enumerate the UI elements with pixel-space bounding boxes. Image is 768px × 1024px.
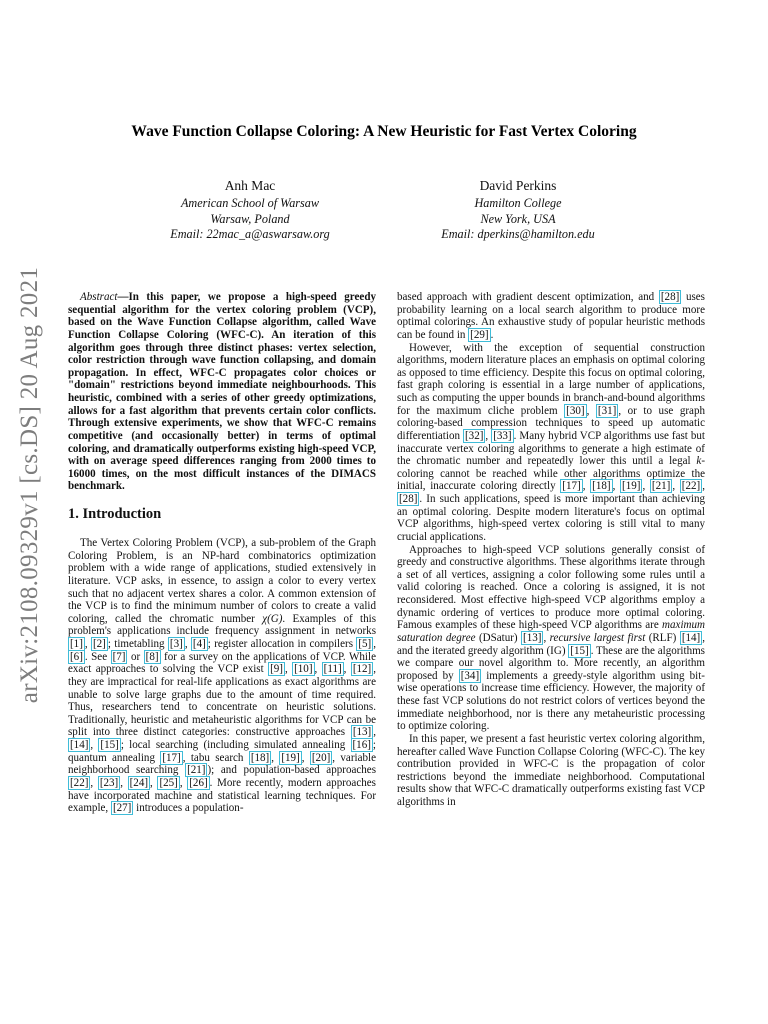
citation-link[interactable]: [30]: [566, 404, 585, 417]
author-location: Warsaw, Poland: [210, 211, 290, 226]
intro-paragraph-continued: based approach with gradient descent optimization, and [28] uses probability learning on a local search algorithm to produce more optimal colorings. An exhaustive study of popular heuristic methods can be found in [29] .: [397, 291, 705, 341]
citation-link[interactable]: [22]: [681, 480, 701, 493]
citation-link[interactable]: [31]: [597, 404, 617, 417]
citation-link[interactable]: [34]: [460, 669, 480, 682]
author-name: David Perkins: [479, 178, 557, 193]
citation-link[interactable]: [26]: [189, 776, 208, 789]
math-k: k: [696, 455, 702, 468]
citation-link[interactable]: [18]: [250, 751, 270, 764]
citation-link[interactable]: [8]: [145, 650, 159, 663]
citation-link[interactable]: [11]: [323, 663, 342, 676]
author-location: New York, USA: [480, 211, 556, 226]
abstract: [68, 291, 376, 493]
author-block-2: [398, 178, 638, 243]
left-column: [68, 291, 376, 815]
citation-link[interactable]: [17]: [162, 751, 181, 764]
intro-paragraph-1: The Vertex Coloring Problem (VCP), a sub-problem of the Graph Coloring Problem, is an NP-hard combinatorics optimization problem with a wide range of applications, studied extensively in literature. VCP asks, in essence, to assign a color to every vertex such that no adjacent vertex shares a color. A common extension of the VCP is to find the minimum number of colors to create a valid coloring, called the chromatic number χ(G). Examples of this problem's applications include frequency assignment in networks [1] , [2] ; timetabling [3] , [4] ; register allocation in compilers [5] , [6] . See [7] or [8] for a survey on the applications of VCP. While exact approaches to solving the VCP exist [9] , [10] , [11] , [12] , they are impractical for real-life applications as exact algorithms are unable to solve large graphs due to the amount of time required. Thus, researchers tend to concentrate on heuristic solutions. Traditionally, heuristic and metaheuristic algorithms for VCP can be split into three distinct categories: constructive approaches [13] , [14] , [15] ; local searching (including simulated annealing [16] ; quantum annealing [17] , tabu search [18] , [19] , [20] , variable neighborhood searching [21] ); and population-based approaches [22] , [23] , [24] , [25] , [26] . More recently, modern approaches have incorporated machine and statistical learning techniques. For example, [27] introduces a population-: [68, 537, 376, 815]
paper-title: Wave Function Collapse Coloring: A New Heuristic for Fast Vertex Coloring: [131, 123, 637, 140]
citation-link[interactable]: [24]: [129, 776, 149, 789]
citation-link[interactable]: [19]: [622, 480, 641, 493]
abstract-text: In this paper, we propose a high-speed greedy sequential algorithm for the vertex coloring problem (VCP), based on the Wave Function Collapse algorithm, called Wave Function Collapse Coloring (WFC-C). An iteration of this algorithm goes through three distinct phases: vertex selection, color restriction through wave function collapsing, and domain propagation. In effect, WFC-C propagates color choices or "domain" restrictions beyond immediate neighbourhoods. This heuristic, combined with a series of other greedy optimizations, allows for a fast algorithm that prevents certain color conflicts. Through extensive experiments, we show that WFC-C remains competitive (and occasionally better) in terms of optimal coloring, and dramatically outperforms existing high-speed VCP, with on average speed differences ranging from 2000 times to 16000 times, on the most difficult instances of the DIMACS benchmark.: [68, 291, 376, 493]
author-email[interactable]: Email: 22mac_a@aswarsaw.org: [170, 227, 330, 242]
citation-link[interactable]: [7]: [112, 650, 126, 663]
citation-link[interactable]: [28]: [399, 493, 418, 505]
intro-paragraph-3: Approaches to high-speed VCP solutions generally consist of greedy and constructive algorithms. These algorithms iterate through a set of all vertices, assigning a color following some rules until a valid coloring is reached. Once a coloring is assigned, it is not reconsidered. Most effective high-speed VCP algorithms employ a dynamic ordering of vertices to produce more optimal coloring. Famous examples of these high-speed VCP algorithms are maximum saturation degree (DSatur) [13] , recursive largest first (RLF) [14] , and the iterated greedy algorithm (IG) [15] . These are the algorithms we compare our novel algorithm to. More recently, an algorithm proposed by [34] implements a greedy-style algorithm using bit-wise operations to increase time efficiency. However, the majority of these fast VCP solutions do not restrict colors of vertices beyond the immediate neighborhood, nor is there any metaheuristic processing to optimize coloring.: [397, 543, 705, 733]
emphasis-text: maximum saturation degree: [397, 619, 705, 644]
citation-link[interactable]: [4]: [192, 638, 206, 650]
citation-link[interactable]: [5]: [358, 638, 372, 650]
citation-link[interactable]: [6]: [70, 650, 83, 663]
citation-link[interactable]: [17]: [562, 480, 581, 493]
citation-link[interactable]: [25]: [159, 776, 178, 789]
citation-link[interactable]: [14]: [70, 739, 89, 751]
citation-link[interactable]: [32]: [465, 429, 484, 442]
citation-link[interactable]: [18]: [592, 480, 611, 493]
author-email[interactable]: Email: dperkins@hamilton.edu: [441, 227, 595, 242]
right-column: [397, 291, 705, 809]
citation-link[interactable]: [20]: [311, 751, 331, 764]
arxiv-identifier-stamp: [10, 266, 50, 704]
citation-link[interactable]: [33]: [493, 429, 512, 442]
author-block-1: [130, 178, 370, 243]
citation-link[interactable]: [1]: [70, 638, 83, 650]
author-affiliation: American School of Warsaw: [180, 196, 319, 211]
citation-link[interactable]: [15]: [100, 739, 119, 751]
citation-link[interactable]: [22]: [70, 776, 89, 789]
intro-paragraph-4: In this paper, we present a fast heuristic vertex coloring algorithm, hereafter called Wave Function Collapse Coloring (WFC-C). The key contribution provided in WFC-C is the propagation of color restrictions beyond the immediate neighborhood. Computational results show that WFC-C dramatically outperforms existing fast VCP algorithms in: [397, 732, 705, 808]
citation-link[interactable]: [28]: [660, 291, 680, 303]
emphasis-text: recursive largest first: [549, 631, 646, 644]
abstract-dash: —: [117, 291, 129, 303]
citation-link[interactable]: [13]: [523, 631, 542, 644]
citation-link[interactable]: [19]: [281, 751, 300, 764]
citation-link[interactable]: [10]: [294, 663, 313, 676]
section-heading: 1. Introduction: [68, 506, 162, 522]
citation-link[interactable]: [23]: [99, 776, 119, 789]
citation-link[interactable]: [16]: [352, 739, 371, 751]
citation-link[interactable]: [21]: [651, 480, 671, 493]
citation-link[interactable]: [12]: [352, 663, 372, 676]
citation-link[interactable]: [14]: [681, 631, 701, 644]
arxiv-identifier-text: arXiv:2108.09329v1 [cs.DS] 20 Aug 2021: [16, 266, 44, 704]
citation-link[interactable]: [15]: [570, 644, 589, 657]
citation-link[interactable]: [29]: [470, 328, 489, 341]
author-name: Anh Mac: [224, 178, 276, 193]
abstract-label: Abstract: [80, 291, 118, 303]
citation-link[interactable]: [21]: [187, 764, 206, 777]
citation-link[interactable]: [27]: [112, 802, 132, 815]
citation-link[interactable]: [2]: [92, 638, 106, 650]
intro-paragraph-2: However, with the exception of sequential construction algorithms, modern literature places an emphasis on optimal coloring as opposed to time efficiency. Despite this focus on optimal coloring, fast graph coloring is essential in a large number of applications, such as computing the upper bounds in branch-and-bound algorithms for the maximum cliche problem [30] , [31] , or to use graph coloring-based compression techniques to speed up automatic differentiation [32] , [33] . Many hybrid VCP algorithms use fast but inaccurate vertex coloring algorithms to generate a high estimate of the chromatic number and repeatedly lower this until a legal k-coloring cannot be reached while other algorithms optimize the initial, inaccurate coloring directly [17] , [18] , [19] , [21] , [22] , [28] . In such applications, speed is more important than achieving an optimal coloring. Despite modern literature's focus on optimal VCP algorithms, high-speed vertex coloring is still vital to many crucial applications.: [397, 341, 705, 543]
math-chromatic-number: χ(G): [262, 612, 283, 625]
citation-link[interactable]: [9]: [270, 663, 283, 676]
citation-link[interactable]: [13]: [352, 726, 372, 739]
citation-link[interactable]: [3]: [169, 638, 183, 650]
author-affiliation: Hamilton College: [474, 196, 562, 211]
